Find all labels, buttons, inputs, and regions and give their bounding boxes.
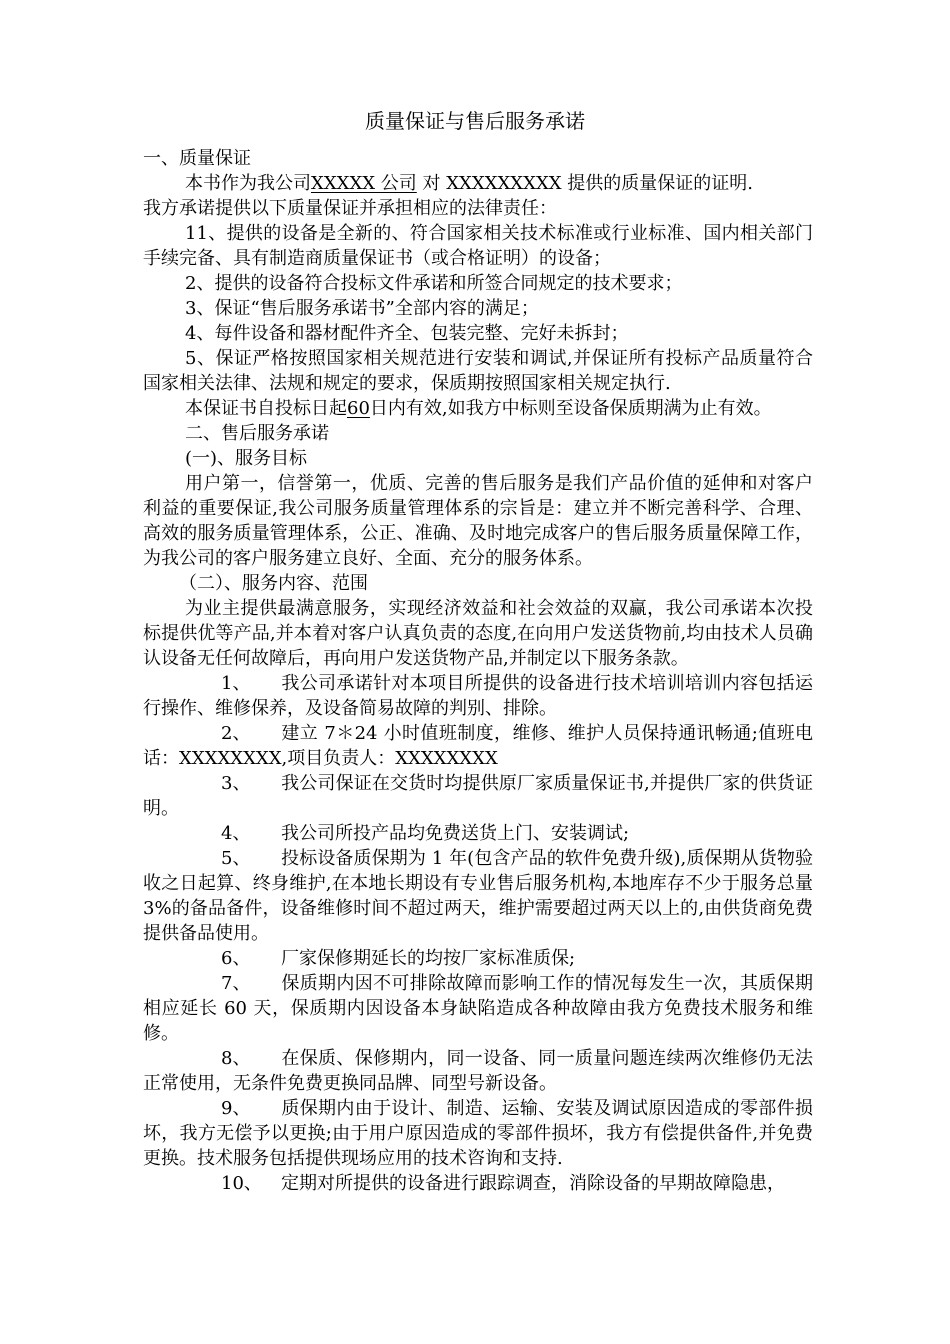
document-title: 质量保证与售后服务承诺: [365, 109, 585, 133]
term-number: 3、: [221, 773, 251, 794]
quality-item-1: 11、提供的设备是全新的、符合国家相关技术标准或行业标准、国内相关部门手续完备、具有制造商质量保证书（或合格证明）的设备；: [143, 223, 813, 269]
service-scope-paragraph: 为业主提供最满意服务，实现经济效益和社会效益的双赢，我公司承诺本次投标提供优等产品,并本着对客户认真负责的态度,在向用户发送货物前,均由技术人员确认设备无任何故障后，再向用户发送货物产品,并制定以下服务条款。: [143, 598, 813, 669]
service-term-5: [143, 846, 813, 946]
term-text: 建立 7＊24 小时值班制度，维修、维护人员保持通讯畅通;值班电话：XXXXXXXX,项目负责人：XXXXXXXX: [143, 723, 813, 769]
term-number: 6、: [221, 948, 251, 969]
intro-text-pre: 本书作为我公司: [185, 173, 311, 194]
term-number: 1、: [221, 673, 251, 694]
company-name-underlined: XXXXX 公司: [311, 173, 417, 194]
subsection-heading-scope: （二）、服务内容、范围: [179, 573, 368, 594]
term-number: 5、: [221, 848, 251, 869]
document-body: [143, 146, 813, 1196]
term-text: 投标设备质保期为 1 年(包含产品的软件免费升级),质保期从货物验收之日起算、终身维护,在本地长期设有专业售后服务机构,本地库存不少于服务总量 3%的备品备件，设备维修时间不超过两天，维护需要超过两天以上的,由供货商免费提供备品使用。: [143, 848, 813, 944]
intro-paragraph: [143, 171, 813, 196]
term-text: 我公司保证在交货时均提供原厂家质量保证书,并提供厂家的供货证明。: [143, 773, 813, 819]
quality-item-5: 5、保证严格按照国家相关规范进行安装和调试,并保证所有投标产品质量符合国家相关法律、法规和规定的要求，保质期按照国家相关规定执行.: [143, 348, 813, 394]
quality-item-3: 3、保证“售后服务承诺书”全部内容的满足；: [185, 298, 539, 319]
validity-days-underlined: 60: [347, 398, 370, 419]
service-term-2: [143, 721, 813, 771]
term-number: 10、: [221, 1173, 262, 1194]
validity-paragraph: [143, 396, 813, 421]
service-term-7: [143, 971, 813, 1046]
term-text: 定期对所提供的设备进行跟踪调查，消除设备的早期故障隐患，: [281, 1173, 785, 1194]
term-text: 在保质、保修期内，同一设备、同一质量问题连续两次维修仍无法正常使用，无条件免费更换同品牌、同型号新设备。: [143, 1048, 813, 1094]
term-number: 4、: [221, 823, 251, 844]
term-text: 厂家保修期延长的均按厂家标准质保;: [281, 948, 576, 969]
subsection-heading-goal: (一)、服务目标: [185, 448, 308, 469]
service-term-9: [143, 1096, 813, 1171]
term-number: 2、: [221, 723, 251, 744]
quality-item-2: 2、提供的设备符合投标文件承诺和所签合同规定的技术要求；: [185, 273, 683, 294]
service-term-6: [143, 946, 813, 971]
intro-continuation: 我方承诺提供以下质量保证并承担相应的法律责任：: [143, 198, 557, 219]
section-heading-service: 二、售后服务承诺: [185, 423, 329, 444]
term-number: 7、: [221, 973, 251, 994]
quality-item-4: 4、每件设备和器材配件齐全、包装完整、完好未拆封；: [185, 323, 629, 344]
validity-text-post: 日内有效,如我方中标则至设备保质期满为止有效。: [369, 398, 772, 419]
term-text: 保质期内因不可排除故障而影响工作的情况每发生一次，其质保期相应延长 60 天，保质期内因设备本身缺陷造成各种故障由我方免费技术服务和维修。: [143, 973, 813, 1044]
section-heading-quality: 一、质量保证: [143, 148, 251, 169]
service-goal-paragraph: 用户第一，信誉第一，优质、完善的售后服务是我们产品价值的延伸和对客户利益的重要保证,我公司服务质量管理体系的宗旨是：建立并不断完善科学、合理、高效的服务质量管理体系，公正、准确、及时地完成客户的售后服务质量保障工作，为我公司的客户服务建立良好、全面、充分的服务体系。: [143, 473, 813, 569]
service-term-8: [143, 1046, 813, 1096]
term-text: 我公司承诺针对本项目所提供的设备进行技术培训培训内容包括运行操作、维修保养，及设备简易故障的判别、排除。: [143, 673, 813, 719]
service-term-1: [143, 671, 813, 721]
validity-text-pre: 本保证书自投标日起: [185, 398, 347, 419]
term-text: 我公司所投产品均免费送货上门、安装调试;: [281, 823, 630, 844]
term-text: 质保期内由于设计、制造、运输、安装及调试原因造成的零部件损坏，我方无偿予以更换;由于用户原因造成的零部件损坏，我方有偿提供备件,并免费更换。技术服务包括提供现场应用的技术咨询和支持.: [143, 1098, 813, 1169]
service-term-3: [143, 771, 813, 821]
service-term-10: [143, 1171, 813, 1196]
term-number: 9、: [221, 1098, 251, 1119]
service-term-4: [143, 821, 813, 846]
intro-text-mid: 对 XXXXXXXXX 提供的质量保证的证明.: [416, 173, 754, 194]
term-number: 8、: [221, 1048, 251, 1069]
